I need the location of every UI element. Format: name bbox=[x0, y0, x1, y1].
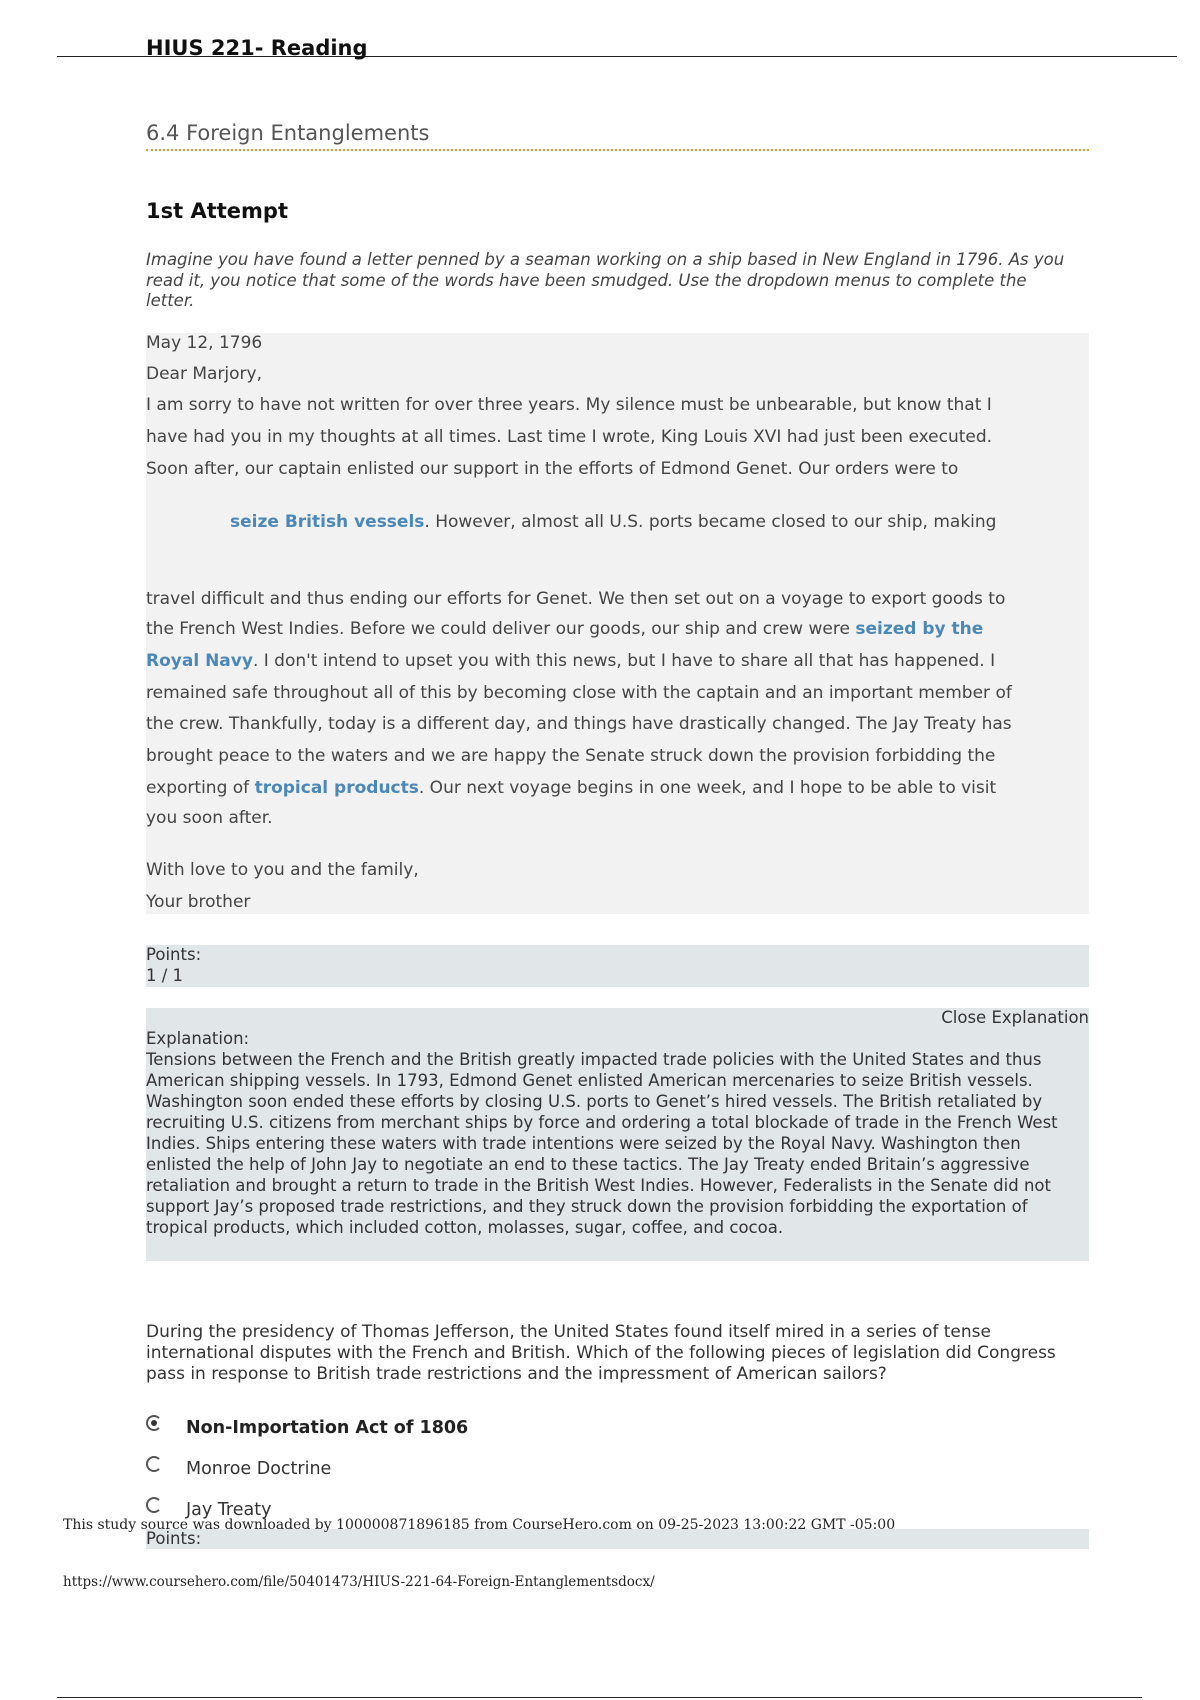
instructions-text: Imagine you have found a letter penned by a seaman working on a ship based in New England in 1796. As you read it, you notice that some of the words have been smudged. Use the dropdown menus to complete the letter. bbox=[146, 250, 1065, 310]
letter-line: remained safe throughout all of this by becoming close with the captain and an important member of bbox=[146, 683, 1012, 703]
option-label: Jay Treaty bbox=[186, 1500, 272, 1520]
letter-line: you soon after. bbox=[146, 808, 273, 828]
letter-greeting: Dear Marjory, bbox=[146, 364, 263, 384]
explanation-text: Tensions between the French and the British greatly impacted trade policies with the United States and thus American shipping vessels. In 1793, Edmond Genet enlisted American mercenaries to seize British vessels. Washington soon ended these efforts by closing U.S. ports to Genet’s hired vessels. The British retaliated by recruiting U.S. citizens from merchant ships by force and ordering a total blockade of trade in the French West Indies. Ships entering these waters with trade intentions were seized by the Royal Navy. Washington then enlisted the help of John Jay to negotiate an end to these tactics. The Jay Treaty ended Britain’s aggressive retaliation and brought a return to trade in the British West Indies. However, Federalists in the Senate did not support Jay’s proposed trade restrictions, and they struck down the provision forbidding the exportation of tropical products, which included cotton, molasses, sugar, coffee, and cocoa. bbox=[146, 1050, 1058, 1237]
points-value: 1 / 1 bbox=[146, 966, 184, 985]
letter-line: Royal Navy. I don't intend to upset you with this news, but I have to share all that has happened. I bbox=[146, 651, 996, 671]
footer-rule bbox=[57, 1697, 1142, 1698]
letter-line: have had you in my thoughts at all times. Last time I wrote, King Louis XVI had just been executed. bbox=[146, 427, 993, 447]
letter-line: brought peace to the waters and we are happy the Senate struck down the provision forbidding the bbox=[146, 746, 996, 766]
letter-line: seize British vessels. However, almost all U.S. ports became closed to our ship, making bbox=[230, 512, 997, 532]
document-title: HIUS 221- Reading bbox=[146, 36, 368, 60]
points-label: Points: bbox=[146, 945, 202, 964]
dropdown-answer-1[interactable]: seize British vessels bbox=[230, 512, 425, 532]
explanation-panel bbox=[146, 1008, 1089, 1261]
radio-selected-icon[interactable] bbox=[146, 1415, 162, 1431]
letter-line: exporting of tropical products. Our next voyage begins in one week, and I hope to be able to visit bbox=[146, 778, 997, 798]
points-label: Points: bbox=[146, 1529, 202, 1548]
option-label: Non-Importation Act of 1806 bbox=[186, 1418, 469, 1438]
radio-icon[interactable] bbox=[146, 1497, 162, 1513]
dropdown-answer-3[interactable]: tropical products bbox=[254, 778, 419, 798]
radio-icon[interactable] bbox=[146, 1456, 162, 1472]
question-text: During the presidency of Thomas Jefferson, the United States found itself mired in a series of tense international disputes with the French and British. Which of the following pieces of legislation did Congress pass in response to British trade restrictions and the impressment of American sailors? bbox=[146, 1322, 1056, 1384]
section-title: 6.4 Foreign Entanglements bbox=[146, 121, 1089, 151]
option-label: Monroe Doctrine bbox=[186, 1459, 332, 1479]
download-watermark: This study source was downloaded by 100000871896185 from CourseHero.com on 09-25-2023 13:00:22 GMT -05:00 bbox=[63, 1517, 896, 1533]
letter-signature: Your brother bbox=[146, 892, 251, 912]
letter-line: travel difficult and thus ending our efforts for Genet. We then set out on a voyage to export goods to bbox=[146, 589, 1006, 609]
letter-line: I am sorry to have not written for over three years. My silence must be unbearable, but know that I bbox=[146, 395, 992, 415]
dropdown-answer-2-cont[interactable]: Royal Navy bbox=[146, 651, 253, 671]
letter-panel bbox=[146, 333, 1089, 914]
source-url[interactable]: https://www.coursehero.com/file/50401473/HIUS-221-64-Foreign-Entanglementsdocx/ bbox=[63, 1574, 655, 1590]
letter-line: the French West Indies. Before we could deliver our goods, our ship and crew were seized by the bbox=[146, 619, 984, 639]
letter-line: Soon after, our captain enlisted our support in the efforts of Edmond Genet. Our orders were to bbox=[146, 459, 959, 479]
explanation-label: Explanation: bbox=[146, 1029, 250, 1048]
close-explanation-button[interactable]: Close Explanation bbox=[941, 1008, 1089, 1027]
letter-closing: With love to you and the family, bbox=[146, 860, 419, 880]
attempt-heading: 1st Attempt bbox=[146, 199, 288, 223]
letter-line: the crew. Thankfully, today is a different day, and things have drastically changed. The Jay Treaty has bbox=[146, 714, 1012, 734]
dropdown-answer-2[interactable]: seized by the bbox=[855, 619, 984, 639]
letter-date: May 12, 1796 bbox=[146, 333, 263, 353]
points-panel bbox=[146, 945, 1089, 987]
